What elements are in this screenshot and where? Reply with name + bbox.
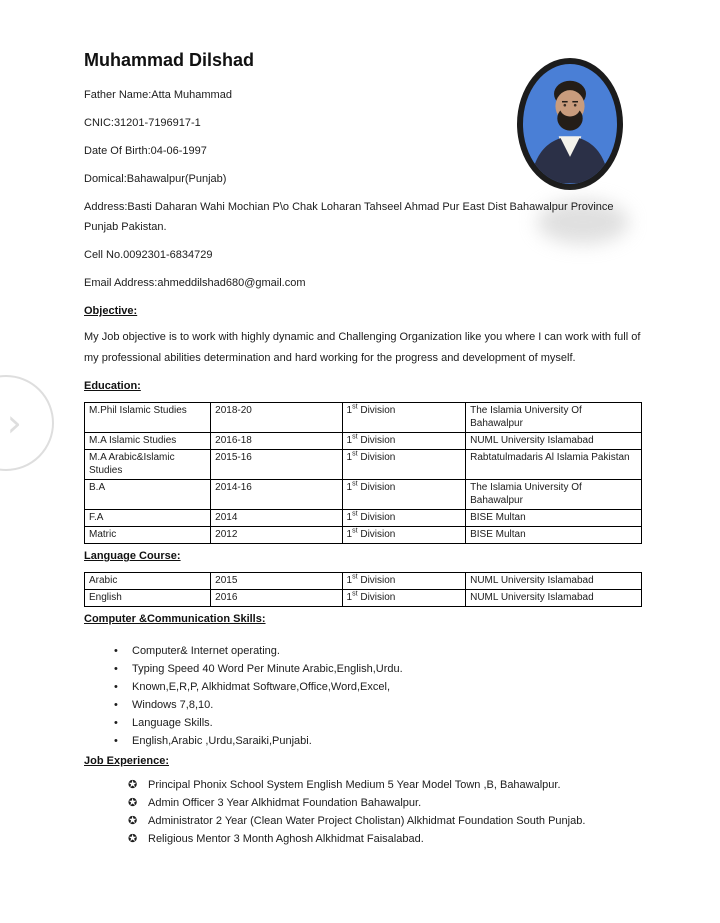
date-of-birth-line: Date Of Birth:04-06-1997 — [84, 145, 207, 157]
bullet-icon: • — [114, 645, 118, 657]
star-bullet-icon: ✪ — [128, 779, 138, 791]
institute-cell: NUML University Islamabad — [466, 433, 642, 450]
list-item — [114, 679, 642, 696]
bullet-icon: • — [114, 735, 118, 747]
education-row — [85, 510, 642, 527]
education-row — [85, 527, 642, 544]
list-item — [128, 777, 642, 794]
objective-text: My Job objective is to work with highly dynamic and Challenging Organization like you where I can work with full of my professional abilities determination and hard working for the progress and development of myself. — [84, 331, 641, 364]
course-cell: Arabic — [85, 573, 211, 590]
degree-cell: B.A — [85, 480, 211, 510]
job-text: Admin Officer 3 Year Alkhidmat Foundation Bahawalpur. — [148, 797, 422, 809]
skill-text: Typing Speed 40 Word Per Minute Arabic,English,Urdu. — [132, 663, 403, 675]
list-item — [114, 697, 642, 714]
list-item — [128, 813, 642, 830]
skills-heading: Computer &Communication Skills: — [84, 613, 266, 625]
division-cell: 1st Division — [342, 403, 466, 433]
years-cell: 2014-16 — [211, 480, 342, 510]
language-course-heading: Language Course: — [84, 550, 181, 562]
cnic-line: CNIC:31201-7196917-1 — [84, 117, 201, 129]
domicile-line: Domical:Bahawalpur(Punjab) — [84, 173, 227, 185]
education-row — [85, 433, 642, 450]
job-text: Religious Mentor 3 Month Aghosh Alkhidmat Faisalabad. — [148, 833, 424, 845]
degree-cell: Matric — [85, 527, 211, 544]
institute-cell: The Islamia University Of Bahawalpur — [466, 480, 642, 510]
page-title: Muhammad Dilshad — [84, 50, 255, 70]
skills-list — [114, 643, 642, 750]
list-item — [114, 661, 642, 678]
cell-number-line: Cell No.0092301-6834729 — [84, 249, 213, 261]
years-cell: 2016-18 — [211, 433, 342, 450]
division-cell: 1st Division — [342, 450, 466, 480]
star-bullet-icon: ✪ — [128, 815, 138, 827]
list-item — [114, 715, 642, 732]
objective-heading: Objective: — [84, 305, 138, 317]
list-item — [128, 831, 642, 848]
years-cell: 2016 — [211, 590, 342, 607]
skill-text: Windows 7,8,10. — [132, 699, 214, 711]
institute-cell: BISE Multan — [466, 527, 642, 544]
degree-cell: M.Phil Islamic Studies — [85, 403, 211, 433]
list-item — [114, 733, 642, 750]
skill-text: English,Arabic ,Urdu,Saraiki,Punjabi. — [132, 735, 312, 747]
years-cell: 2015-16 — [211, 450, 342, 480]
bullet-icon: • — [114, 699, 118, 711]
institute-cell: NUML University Islamabad — [466, 573, 642, 590]
degree-cell: M.A Arabic&Islamic Studies — [85, 450, 211, 480]
years-cell: 2018-20 — [211, 403, 342, 433]
education-row — [85, 403, 642, 433]
language-row — [85, 590, 642, 607]
degree-cell: F.A — [85, 510, 211, 527]
bullet-icon: • — [114, 717, 118, 729]
education-heading: Education: — [84, 380, 141, 392]
division-cell: 1st Division — [342, 480, 466, 510]
division-cell: 1st Division — [342, 510, 466, 527]
email-line: Email Address:ahmeddilshad680@gmail.com — [84, 277, 306, 289]
father-name-line: Father Name:Atta Muhammad — [84, 89, 232, 101]
bullet-icon: • — [114, 663, 118, 675]
years-cell: 2015 — [211, 573, 342, 590]
degree-cell: M.A Islamic Studies — [85, 433, 211, 450]
skill-text: Language Skills. — [132, 717, 213, 729]
division-cell: 1st Division — [342, 433, 466, 450]
institute-cell: BISE Multan — [466, 510, 642, 527]
institute-cell: NUML University Islamabad — [466, 590, 642, 607]
language-course-table — [84, 572, 642, 607]
skill-text: Computer& Internet operating. — [132, 645, 280, 657]
division-cell: 1st Division — [342, 573, 466, 590]
years-cell: 2014 — [211, 510, 342, 527]
education-row — [85, 450, 642, 480]
star-bullet-icon: ✪ — [128, 797, 138, 809]
job-text: Administrator 2 Year (Clean Water Project Cholistan) Alkhidmat Foundation South Punjab. — [148, 815, 586, 827]
address-line: Address:Basti Daharan Wahi Mochian P\o Chak Loharan Tahseel Ahmad Pur East Dist Bahawalpur Province Punjab Pakistan. — [84, 201, 614, 233]
job-experience-heading: Job Experience: — [84, 755, 169, 767]
division-cell: 1st Division — [342, 527, 466, 544]
next-page-button[interactable] — [0, 375, 54, 471]
job-text: Principal Phonix School System English Medium 5 Year Model Town ,B, Bahawalpur. — [148, 779, 561, 791]
list-item — [114, 643, 642, 660]
institute-cell: Rabtatulmadaris Al Islamia Pakistan — [466, 450, 642, 480]
list-item — [128, 795, 642, 812]
division-cell: 1st Division — [342, 590, 466, 607]
resume-content — [84, 50, 642, 849]
course-cell: English — [85, 590, 211, 607]
education-table — [84, 402, 642, 544]
institute-cell: The Islamia University Of Bahawalpur — [466, 403, 642, 433]
skill-text: Known,E,R,P, Alkhidmat Software,Office,Word,Excel, — [132, 681, 391, 693]
job-experience-list — [128, 777, 642, 848]
language-row — [85, 573, 642, 590]
education-row — [85, 480, 642, 510]
years-cell: 2012 — [211, 527, 342, 544]
bullet-icon: • — [114, 681, 118, 693]
star-bullet-icon: ✪ — [128, 833, 138, 845]
chevron-right-icon: › — [6, 401, 22, 445]
